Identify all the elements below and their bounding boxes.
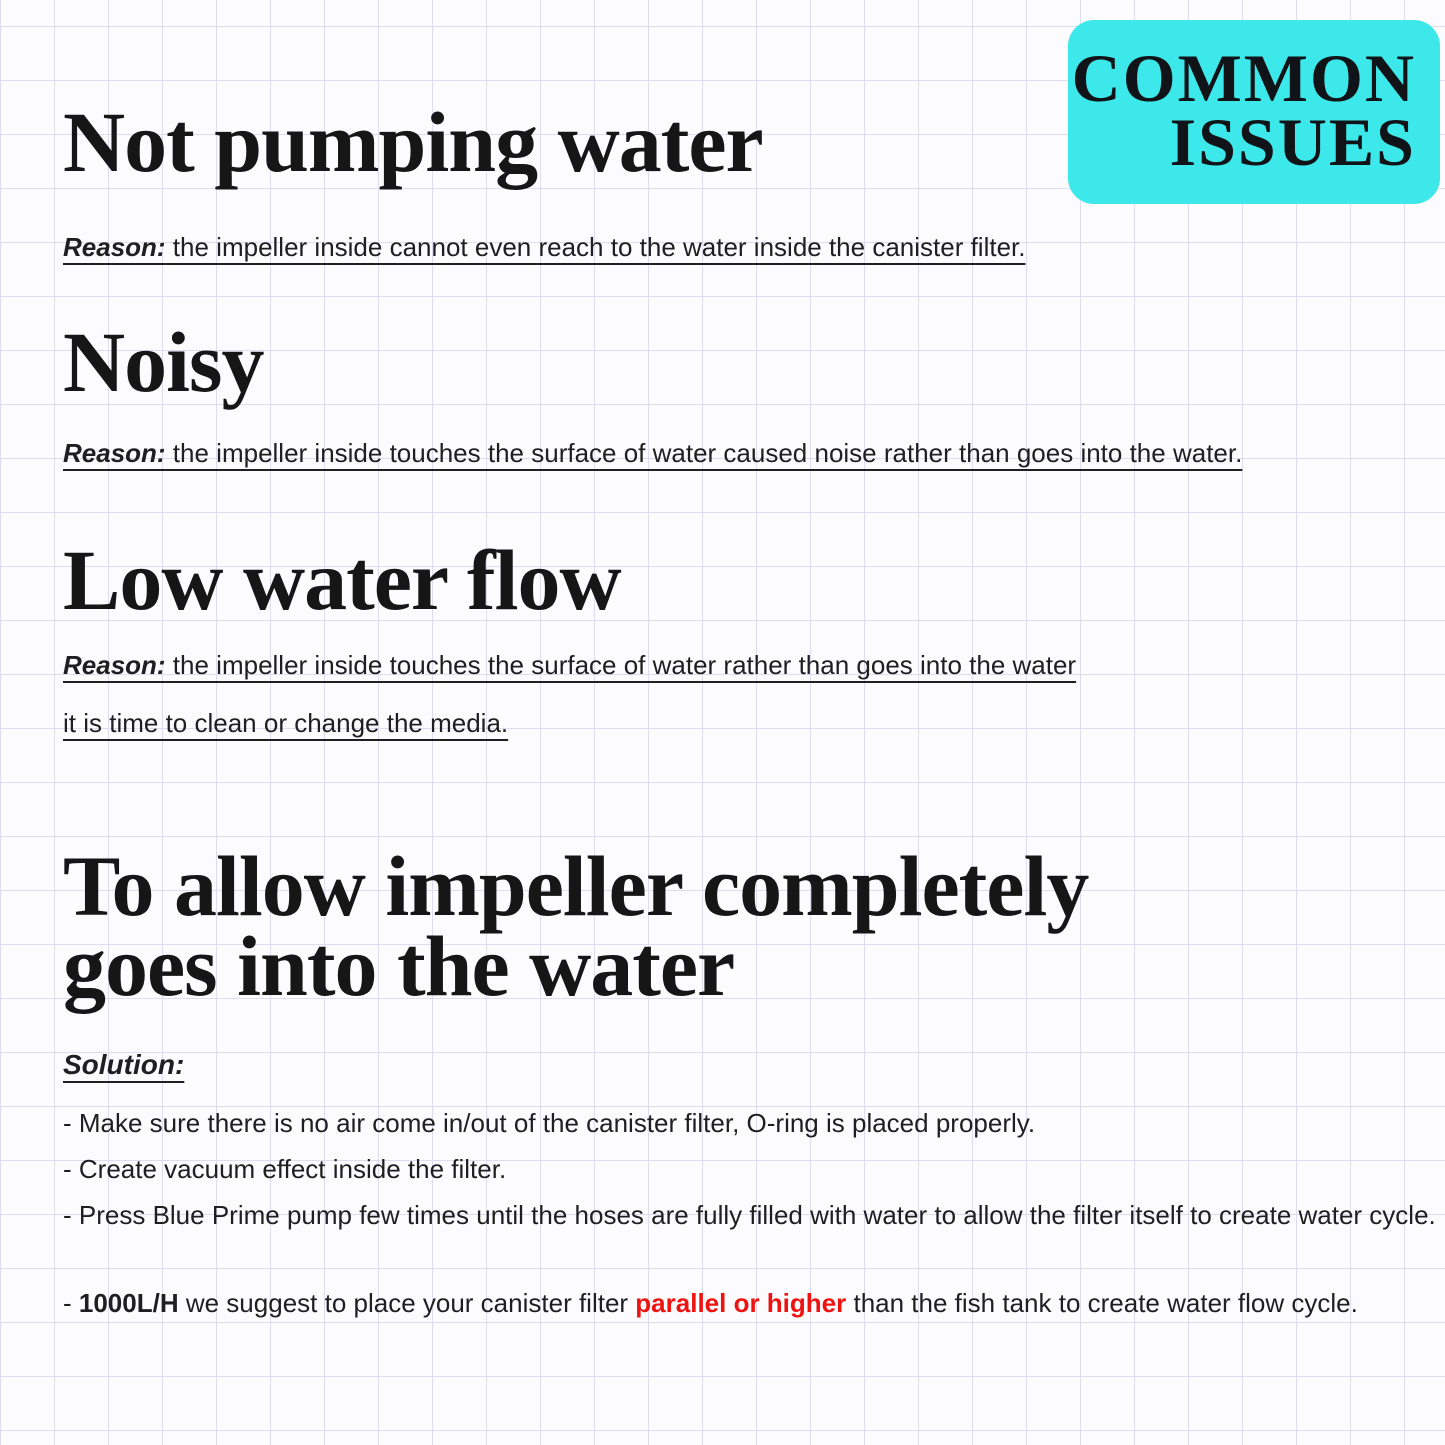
bullet-suffix-text: than the fish tank to create water flow cycle. bbox=[846, 1288, 1358, 1318]
bullet-prefix: - bbox=[63, 1288, 79, 1318]
highlighted-placement-text: parallel or higher bbox=[635, 1288, 847, 1318]
solution-bullet-2: - Create vacuum effect inside the filter. bbox=[63, 1154, 507, 1184]
heading-line-1: To allow impeller completely bbox=[63, 838, 1089, 934]
heading-noisy: Noisy bbox=[63, 314, 264, 410]
badge-line-issues: ISSUES bbox=[1169, 104, 1416, 180]
reason-label: Reason: bbox=[63, 650, 166, 680]
heading-low-water-flow: Low water flow bbox=[63, 532, 621, 628]
solution-label-line bbox=[63, 1048, 184, 1082]
solution-label: Solution: bbox=[63, 1049, 185, 1080]
reason-not-pumping-water bbox=[63, 230, 1026, 264]
common-issues-badge bbox=[1068, 20, 1440, 204]
heading-line-2: goes into the water bbox=[63, 918, 735, 1014]
reason-text: the impeller inside cannot even reach to the water inside the canister filter. bbox=[165, 232, 1026, 262]
heading-not-pumping-water: Not pumping water bbox=[63, 94, 763, 190]
solution-bullet-flow-rate bbox=[63, 1286, 1358, 1320]
badge-line-common: COMMON bbox=[1071, 40, 1416, 116]
reason-text: the impeller inside touches the surface of water caused noise rather than goes into the water. bbox=[165, 438, 1243, 468]
reason-label: Reason: bbox=[63, 232, 166, 262]
flow-rate-value: 1000L/H bbox=[78, 1288, 179, 1318]
reason-noisy bbox=[63, 436, 1242, 470]
reason-label: Reason: bbox=[63, 438, 166, 468]
bullet-mid-text: we suggest to place your canister filter bbox=[178, 1288, 636, 1318]
reason-low-water-flow bbox=[63, 648, 1076, 682]
reason-low-water-flow-line2: it is time to clean or change the media. bbox=[63, 708, 509, 738]
heading-allow-impeller bbox=[63, 838, 1163, 1014]
solution-bullet-1: - Make sure there is no air come in/out of the canister filter, O-ring is placed properly. bbox=[63, 1108, 1036, 1138]
reason-text: the impeller inside touches the surface of water rather than goes into the water bbox=[165, 650, 1077, 680]
solution-bullet-3: - Press Blue Prime pump few times until the hoses are fully filled with water to allow the filter itself to create water cycle. bbox=[63, 1200, 1436, 1230]
